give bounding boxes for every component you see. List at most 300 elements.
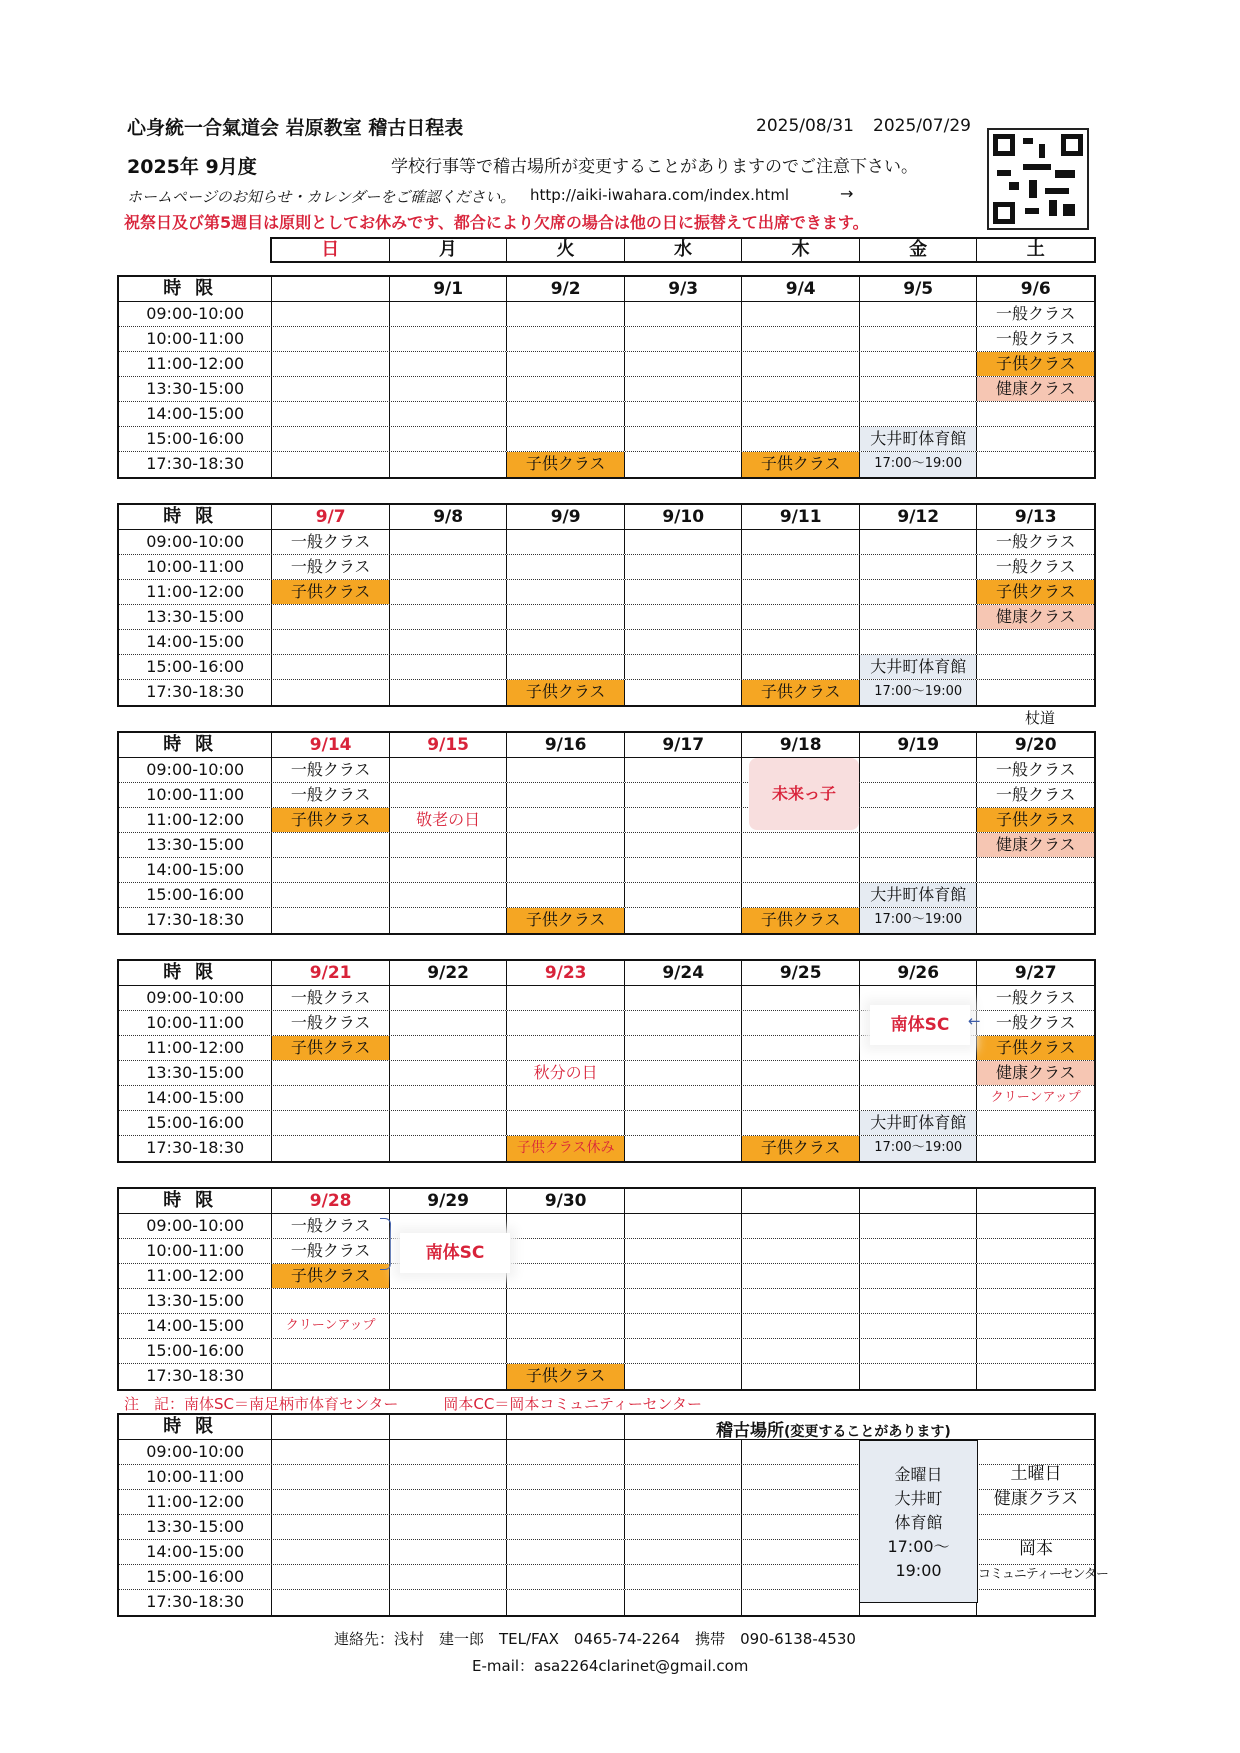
- schedule-cell: [624, 1339, 742, 1363]
- schedule-cell: [506, 302, 624, 326]
- schedule-cell: [859, 783, 977, 807]
- schedule-cell: [506, 783, 624, 807]
- time-row: [119, 908, 1094, 933]
- schedule-cell: [859, 1061, 977, 1085]
- schedule-cell: [389, 352, 507, 376]
- kids-class: 子供クラス: [741, 908, 859, 933]
- schedule-cell: [506, 858, 624, 882]
- schedule-cell: [624, 908, 742, 933]
- schedule-cell: [859, 327, 977, 351]
- health-class: 健康クラス: [976, 377, 1094, 401]
- blank-cell: [389, 1540, 507, 1564]
- schedule-cell: [271, 908, 389, 933]
- schedule-cell: [859, 530, 977, 554]
- schedule-cell: [624, 1289, 742, 1313]
- schedule-cell: [859, 352, 977, 376]
- weekday-sun: 日: [321, 239, 340, 260]
- time-slot: 11:00-12:00: [146, 354, 245, 373]
- date-cell: 9/30: [506, 1189, 624, 1213]
- schedule-cell: [976, 1289, 1094, 1313]
- time-slot: 13:30-15:00: [146, 835, 245, 854]
- place-title: 稽古場所(変更することがあります): [716, 1421, 951, 1441]
- schedule-cell: [389, 883, 507, 907]
- date-cell: [741, 1189, 859, 1213]
- schedule-cell: [389, 327, 507, 351]
- blank-cell: [389, 1515, 507, 1539]
- general-class: 一般クラス: [271, 986, 389, 1010]
- blank-cell: [506, 1490, 624, 1514]
- date-cell: 9/18: [741, 733, 859, 757]
- date-cell: 9/1: [389, 277, 507, 301]
- gym-time: 17:00～19:00: [859, 680, 977, 705]
- contact-email[interactable]: E-mail：asa2264clarinet@gmail.com: [472, 1657, 749, 1675]
- date-cell: 9/10: [624, 505, 742, 529]
- blank-cell: [741, 1515, 859, 1539]
- time-slot: 13:30-15:00: [146, 1291, 245, 1310]
- schedule-cell: [271, 1339, 389, 1363]
- time-slot: 09:00-10:00: [146, 1442, 245, 1461]
- date-cell: 9/5: [859, 277, 977, 301]
- schedule-cell: [741, 1364, 859, 1389]
- blank-cell: [624, 1565, 742, 1589]
- schedule-cell: [506, 1264, 624, 1288]
- schedule-cell: [741, 1239, 859, 1263]
- time-slot: 13:30-15:00: [146, 1063, 245, 1082]
- date-cell: 9/9: [506, 505, 624, 529]
- annotation-note: 注 記：南体SC＝南足柄市体育センター 岡本CC＝岡本コミュニティーセンター: [124, 1395, 702, 1413]
- schedule-cell: [741, 630, 859, 654]
- schedule-cell: [506, 1086, 624, 1110]
- schedule-cell: [389, 986, 507, 1010]
- general-class: 一般クラス: [271, 758, 389, 782]
- time-header: 時限: [163, 962, 228, 983]
- kids-class: 子供クラス: [506, 908, 624, 933]
- time-slot: 15:00-16:00: [146, 429, 245, 448]
- time-slot: 10:00-11:00: [146, 785, 245, 804]
- homepage-note: ホームページのお知らせ・カレンダーをご確認ください。: [127, 188, 516, 206]
- blank-cell: [976, 1440, 1094, 1464]
- schedule-cell: [389, 1036, 507, 1060]
- schedule-cell: [624, 555, 742, 579]
- time-row: [119, 655, 1094, 680]
- schedule-cell: [389, 783, 507, 807]
- friday-time-end: 19:00: [895, 1561, 942, 1580]
- time-slot: 17:30-18:30: [146, 1592, 245, 1611]
- schedule-cell: [506, 833, 624, 857]
- blank-cell: [624, 1590, 742, 1615]
- general-class: 一般クラス: [976, 783, 1094, 807]
- blank-cell: [741, 1490, 859, 1514]
- time-row: [119, 1364, 1094, 1389]
- time-slot: 17:30-18:30: [146, 1366, 245, 1385]
- kids-class: 子供クラス: [976, 580, 1094, 604]
- health-class: 健康クラス: [976, 605, 1094, 629]
- time-slot: 15:00-16:00: [146, 1341, 245, 1360]
- schedule-cell: [389, 858, 507, 882]
- schedule-cell: [859, 580, 977, 604]
- schedule-cell: [389, 1136, 507, 1161]
- time-slot: 15:00-16:00: [146, 657, 245, 676]
- date-cell: 9/12: [859, 505, 977, 529]
- friday-place-name2: 体育館: [894, 1513, 943, 1532]
- schedule-cell: [624, 580, 742, 604]
- schedule-cell: [741, 986, 859, 1010]
- schedule-cell: [976, 402, 1094, 426]
- schedule-cell: [389, 605, 507, 629]
- date-cell: 9/24: [624, 961, 742, 985]
- time-slot: 11:00-12:00: [146, 1492, 245, 1511]
- date-cell: 9/3: [624, 277, 742, 301]
- schedule-cell: [506, 1289, 624, 1313]
- contact-line: 連絡先：浅村 建一郎 TEL/FAX 0465-74-2264 携帯 090-6138-4530: [334, 1630, 856, 1648]
- kids-class: 子供クラス: [976, 352, 1094, 376]
- time-slot: 09:00-10:00: [146, 988, 245, 1007]
- blank-cell: [624, 1540, 742, 1564]
- schedule-cell: [506, 630, 624, 654]
- schedule-cell: [271, 630, 389, 654]
- kids-class: 子供クラス: [271, 580, 389, 604]
- blank-cell: [506, 1515, 624, 1539]
- week-grid: [117, 959, 1096, 1163]
- general-class: 一般クラス: [976, 1011, 1094, 1035]
- kids-class: 子供クラス: [506, 452, 624, 477]
- cleanup-label: クリーンアップ: [976, 1086, 1094, 1110]
- gym-time: 17:00～19:00: [859, 452, 977, 477]
- time-header: 時限: [163, 1416, 228, 1437]
- schedule-cell: [624, 327, 742, 351]
- schedule-cell: [506, 883, 624, 907]
- holiday-label: 秋分の日: [506, 1061, 624, 1085]
- schedule-cell: [859, 630, 977, 654]
- schedule-cell: [271, 377, 389, 401]
- time-row: [119, 1136, 1094, 1161]
- schedule-cell: [389, 427, 507, 451]
- blank-cell: [506, 1465, 624, 1489]
- general-class: 一般クラス: [976, 986, 1094, 1010]
- general-class: 一般クラス: [271, 1239, 389, 1263]
- blank-cell: [389, 1490, 507, 1514]
- time-header: 時限: [163, 506, 228, 527]
- schedule-cell: [389, 1111, 507, 1135]
- qr-code-icon: [987, 128, 1089, 230]
- schedule-cell: [859, 555, 977, 579]
- schedule-cell: [389, 1314, 507, 1338]
- schedule-cell: [976, 680, 1094, 705]
- blank-cell: [389, 1415, 507, 1439]
- time-slot: 13:30-15:00: [146, 379, 245, 398]
- kids-class: 子供クラス: [741, 1136, 859, 1161]
- time-row: [119, 833, 1094, 858]
- schedule-cell: [976, 1111, 1094, 1135]
- schedule-cell: [389, 758, 507, 782]
- blank-cell: [271, 1465, 389, 1489]
- schedule-cell: [976, 908, 1094, 933]
- schedule-cell: [506, 655, 624, 679]
- schedule-cell: [271, 858, 389, 882]
- schedule-cell: [271, 1289, 389, 1313]
- kids-class: 子供クラス: [741, 680, 859, 705]
- health-class: 健康クラス: [976, 833, 1094, 857]
- general-class: 一般クラス: [976, 530, 1094, 554]
- schedule-cell: [389, 1289, 507, 1313]
- date-cell: 9/22: [389, 961, 507, 985]
- schedule-cell: [741, 1339, 859, 1363]
- date-cell: 9/14: [271, 733, 389, 757]
- schedule-cell: [271, 1136, 389, 1161]
- blank-cell: [506, 1590, 624, 1615]
- schedule-cell: [741, 1036, 859, 1060]
- schedule-cell: [271, 452, 389, 477]
- time-slot: 15:00-16:00: [146, 885, 245, 904]
- time-slot: 10:00-11:00: [146, 1013, 245, 1032]
- date-cell: 9/7: [271, 505, 389, 529]
- blank-cell: [271, 1590, 389, 1615]
- time-row: [119, 1086, 1094, 1111]
- schedule-cell: [976, 655, 1094, 679]
- time-slot: 11:00-12:00: [146, 810, 245, 829]
- week-grid: [117, 731, 1096, 935]
- weekday-header: [270, 237, 1096, 263]
- time-slot: 10:00-11:00: [146, 557, 245, 576]
- time-slot: 14:00-15:00: [146, 860, 245, 879]
- schedule-cell: [506, 555, 624, 579]
- schedule-cell: [624, 1111, 742, 1135]
- schedule-cell: [624, 530, 742, 554]
- schedule-cell: [624, 758, 742, 782]
- blank-cell: [389, 1565, 507, 1589]
- blank-cell: [741, 1590, 859, 1615]
- schedule-cell: [859, 1264, 977, 1288]
- friday-label: 金曜日: [894, 1465, 943, 1484]
- saturday-label: 土曜日: [1010, 1464, 1062, 1484]
- time-row: [119, 1289, 1094, 1314]
- blank-cell: [741, 1565, 859, 1589]
- time-row: [119, 1214, 1094, 1239]
- date-created: 2025/07/29: [873, 116, 971, 136]
- schedule-cell: [506, 530, 624, 554]
- kids-class: 子供クラス: [506, 680, 624, 705]
- schedule-cell: [976, 883, 1094, 907]
- schedule-cell: [271, 1086, 389, 1110]
- weekday-thu: 木: [741, 239, 859, 261]
- schedule-cell: [741, 580, 859, 604]
- blank-cell: [506, 1540, 624, 1564]
- schedule-cell: [741, 858, 859, 882]
- schedule-cell: [624, 452, 742, 477]
- schedule-cell: [624, 1136, 742, 1161]
- time-slot: 09:00-10:00: [146, 1216, 245, 1235]
- schedule-cell: [389, 908, 507, 933]
- schedule-cell: [624, 302, 742, 326]
- blank-cell: [976, 1590, 1094, 1615]
- general-class: 一般クラス: [271, 1214, 389, 1238]
- schedule-cell: [624, 377, 742, 401]
- schedule-cell: [859, 1364, 977, 1389]
- schedule-cell: [506, 327, 624, 351]
- blank-cell: [271, 1415, 389, 1439]
- schedule-cell: [506, 808, 624, 832]
- schedule-cell: [741, 555, 859, 579]
- schedule-cell: [741, 402, 859, 426]
- date-row: [119, 277, 1094, 302]
- time-row: [119, 1314, 1094, 1339]
- date-cell: 9/23: [506, 961, 624, 985]
- brace-icon: [380, 1218, 391, 1270]
- schedule-cell: [741, 530, 859, 554]
- date-cell: 9/28: [271, 1189, 389, 1213]
- time-slot: 11:00-12:00: [146, 1266, 245, 1285]
- time-row: [119, 630, 1094, 655]
- kids-class: 子供クラス: [271, 1036, 389, 1060]
- date-cell: [976, 1189, 1094, 1213]
- schedule-cell: [506, 580, 624, 604]
- friday-place-name: 大井町: [894, 1489, 943, 1508]
- time-slot: 17:30-18:30: [146, 910, 245, 929]
- schedule-cell: [271, 1364, 389, 1389]
- schedule-cell: [271, 680, 389, 705]
- kids-class: 子供クラス: [741, 452, 859, 477]
- blank-cell: [271, 1565, 389, 1589]
- date-cell: 9/11: [741, 505, 859, 529]
- kids-class: 子供クラス: [271, 808, 389, 832]
- schedule-cell: [624, 783, 742, 807]
- date-cell: 9/26: [859, 961, 977, 985]
- schedule-cell: [271, 327, 389, 351]
- schedule-cell: [859, 1289, 977, 1313]
- arrow-icon: →: [840, 184, 854, 203]
- week-grid: [117, 1187, 1096, 1391]
- schedule-cell: [271, 302, 389, 326]
- date-cell: 9/27: [976, 961, 1094, 985]
- time-slot: 10:00-11:00: [146, 1467, 245, 1486]
- time-slot: 09:00-10:00: [146, 532, 245, 551]
- weekday-sat: 土: [976, 239, 1094, 261]
- date-cell: [271, 277, 389, 301]
- schedule-cell: [859, 1214, 977, 1238]
- general-class: 一般クラス: [271, 1011, 389, 1035]
- schedule-cell: [859, 377, 977, 401]
- schedule-cell: [976, 1239, 1094, 1263]
- holiday-label: 敬老の日: [389, 808, 507, 832]
- schedule-cell: [741, 1289, 859, 1313]
- schedule-cell: [389, 680, 507, 705]
- oimachi-gym: 大井町体育館: [859, 1111, 977, 1135]
- blank-cell: [741, 1465, 859, 1489]
- time-row: [119, 883, 1094, 908]
- homepage-url[interactable]: http://aiki-iwahara.com/index.html: [530, 186, 790, 204]
- mirai-bubble: 未来っ子: [749, 758, 859, 830]
- time-row: [119, 452, 1094, 477]
- time-slot: 15:00-16:00: [146, 1567, 245, 1586]
- time-slot: 14:00-15:00: [146, 632, 245, 651]
- schedule-cell: [624, 402, 742, 426]
- schedule-cell: [859, 833, 977, 857]
- blank-cell: [271, 1540, 389, 1564]
- schedule-cell: [271, 427, 389, 451]
- schedule-cell: [741, 883, 859, 907]
- schedule-cell: [389, 833, 507, 857]
- time-row: [119, 758, 1094, 783]
- schedule-cell: [741, 1214, 859, 1238]
- time-row: [119, 1339, 1094, 1364]
- friday-place: [859, 1440, 978, 1603]
- schedule-cell: [741, 1086, 859, 1110]
- date-row: [119, 733, 1094, 758]
- schedule-cell: [624, 1239, 742, 1263]
- time-slot: 10:00-11:00: [146, 329, 245, 348]
- schedule-cell: [624, 427, 742, 451]
- time-row: [119, 377, 1094, 402]
- weekday-fri: 金: [859, 239, 977, 261]
- schedule-cell: [976, 427, 1094, 451]
- schedule-cell: [624, 1086, 742, 1110]
- date-cell: 9/4: [741, 277, 859, 301]
- kids-class: 子供クラス: [976, 808, 1094, 832]
- schedule-cell: [271, 1111, 389, 1135]
- general-class: 一般クラス: [271, 530, 389, 554]
- schedule-cell: [506, 1339, 624, 1363]
- schedule-cell: [741, 1264, 859, 1288]
- blank-cell: [624, 1440, 742, 1464]
- kids-class: 子供クラス: [506, 1364, 624, 1389]
- schedule-cell: [741, 427, 859, 451]
- general-class: 一般クラス: [976, 758, 1094, 782]
- time-slot: 17:30-18:30: [146, 454, 245, 473]
- schedule-cell: [976, 1264, 1094, 1288]
- time-slot: 10:00-11:00: [146, 1241, 245, 1260]
- time-row: [119, 1264, 1094, 1289]
- date-updated: 2025/08/31: [756, 116, 854, 136]
- schedule-cell: [859, 808, 977, 832]
- time-slot: 13:30-15:00: [146, 1517, 245, 1536]
- schedule-cell: [389, 302, 507, 326]
- schedule-cell: [506, 986, 624, 1010]
- time-row: [119, 605, 1094, 630]
- time-row: [119, 580, 1094, 605]
- date-row: [119, 505, 1094, 530]
- blank-cell: [506, 1565, 624, 1589]
- schedule-cell: [506, 1036, 624, 1060]
- schedule-cell: [506, 605, 624, 629]
- schedule-cell: [976, 1314, 1094, 1338]
- time-row: [119, 858, 1094, 883]
- blank-cell: [271, 1515, 389, 1539]
- schedule-cell: [741, 655, 859, 679]
- date-cell: 9/13: [976, 505, 1094, 529]
- schedule-cell: [389, 1364, 507, 1389]
- gym-time: 17:00～19:00: [859, 1136, 977, 1161]
- schedule-cell: [741, 1011, 859, 1035]
- time-row: [119, 352, 1094, 377]
- date-cell: 9/2: [506, 277, 624, 301]
- time-slot: 09:00-10:00: [146, 760, 245, 779]
- schedule-cell: [976, 1136, 1094, 1161]
- schedule-cell: [624, 1364, 742, 1389]
- schedule-cell: [624, 1061, 742, 1085]
- schedule-cell: [976, 1214, 1094, 1238]
- blank-cell: [271, 1440, 389, 1464]
- time-row: [119, 302, 1094, 327]
- blank-cell: [741, 1540, 859, 1564]
- schedule-cell: [389, 1086, 507, 1110]
- time-row: [119, 402, 1094, 427]
- date-cell: 9/25: [741, 961, 859, 985]
- schedule-cell: [506, 427, 624, 451]
- time-slot: 13:30-15:00: [146, 607, 245, 626]
- schedule-cell: [624, 630, 742, 654]
- schedule-cell: [271, 883, 389, 907]
- blank-cell: [624, 1515, 742, 1539]
